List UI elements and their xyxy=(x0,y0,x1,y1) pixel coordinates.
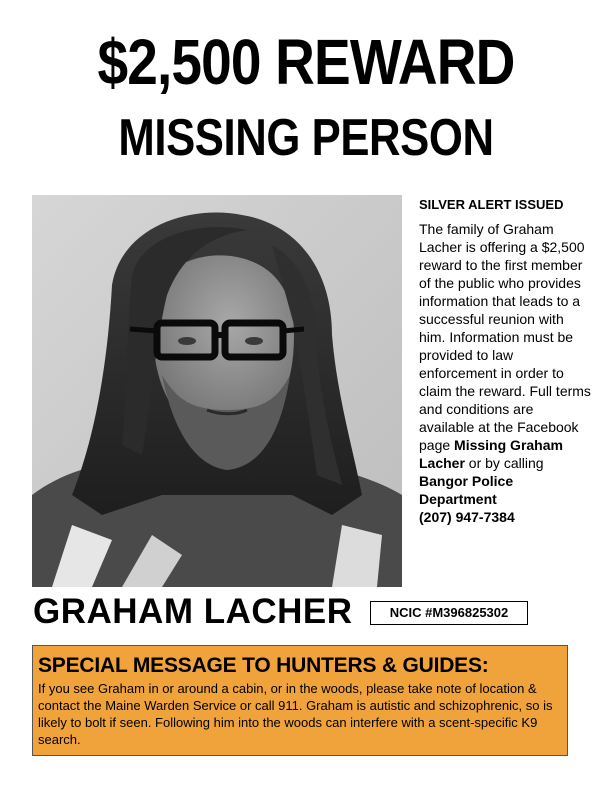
notice-title: SPECIAL MESSAGE TO HUNTERS & GUIDES: xyxy=(38,654,489,677)
missing-person-headline: MISSING PERSON xyxy=(118,109,494,167)
reward-details xyxy=(419,196,591,526)
hunters-notice xyxy=(32,645,568,756)
calling-text: or by calling xyxy=(464,455,544,471)
ncic-number: NCIC #M396825302 xyxy=(370,601,528,625)
police-department: Bangor Police Department xyxy=(419,473,514,507)
police-phone: (207) 947-7384 xyxy=(419,509,515,525)
person-name: GRAHAM LACHER xyxy=(33,592,353,631)
notice-body: If you see Graham in or around a cabin, or in the woods, please take note of location & contact the Maine Warden Service or call 911. Graham is autistic and schizophrenic, so is likely to bolt if seen. Following him into the woods can interfere with a scent-specific K9 search. xyxy=(38,681,553,747)
facebook-page-name: Missing Graham Lacher xyxy=(419,437,563,471)
silver-alert-label: SILVER ALERT ISSUED xyxy=(419,197,564,212)
reward-description: The family of Graham Lacher is offering a $2,500 reward to the first member of the public who provides information that leads to a successful reunion with him. Information must be provided to law enforcement in order to claim the reward. Full terms and conditions are available at the Facebook page xyxy=(419,221,591,453)
reward-headline: $2,500 REWARD xyxy=(97,26,515,98)
person-photo xyxy=(32,195,402,587)
